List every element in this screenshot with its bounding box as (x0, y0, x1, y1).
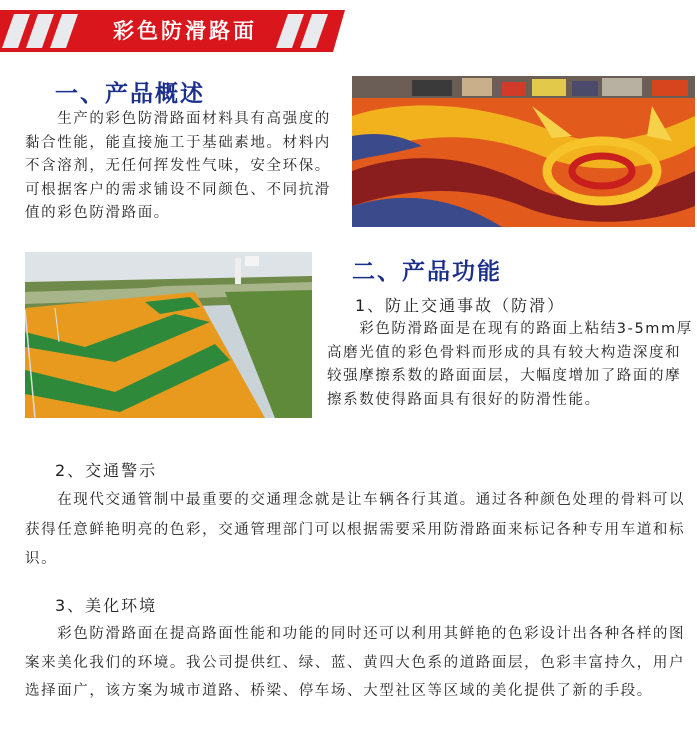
section-heading-overview: 一、产品概述 (55, 81, 205, 107)
function-3-title: 3、美化环境 (55, 596, 158, 615)
function-1-paragraph: 彩色防滑路面是在现有的路面上粘结3-5mm厚高磨光值的彩色骨料而形成的具有较大构造深度和较强摩擦系数的路面面层，大幅度增加了路面的摩擦系数使得路面具有很好的防滑性能。 (327, 321, 693, 408)
overview-paragraph: 生产的彩色防滑路面材料具有高强度的黏合性能，能直接施工于基础素地。材料内不含溶剂，无任何挥发性气味，安全环保。可根据客户的需求铺设不同颜色、不同抗滑值的彩色防滑路面。 (25, 111, 331, 221)
function-2-title: 2、交通警示 (55, 461, 158, 480)
function-3-paragraph: 彩色防滑路面在提高路面性能和功能的同时还可以利用其鲜艳的色彩设计出各种各样的图案来美化我们的环境。我公司提供红、绿、蓝、黄四大色系的道路面层，色彩丰富持久，用户选择面广，该方案为城市道路、桥梁、停车场、大型社区等区域的美化提供了新的手段。 (25, 626, 686, 699)
colorful-plaza-photo (352, 76, 695, 227)
title-banner (0, 10, 345, 52)
zigzag-road-photo (25, 252, 312, 418)
banner-title: 彩色防滑路面 (113, 19, 257, 43)
plaza-illustration (352, 76, 695, 227)
function-1-title: 1、防止交通事故（防滑） (355, 296, 566, 315)
section-heading-functions: 二、产品功能 (352, 259, 502, 285)
road-illustration (25, 252, 312, 418)
function-2-paragraph: 在现代交通管制中最重要的交通理念就是让车辆各行其道。通过各种颜色处理的骨料可以获得任意鲜艳明亮的色彩，交通管理部门可以根据需要采用防滑路面来标记各种专用车道和标识。 (25, 492, 686, 567)
